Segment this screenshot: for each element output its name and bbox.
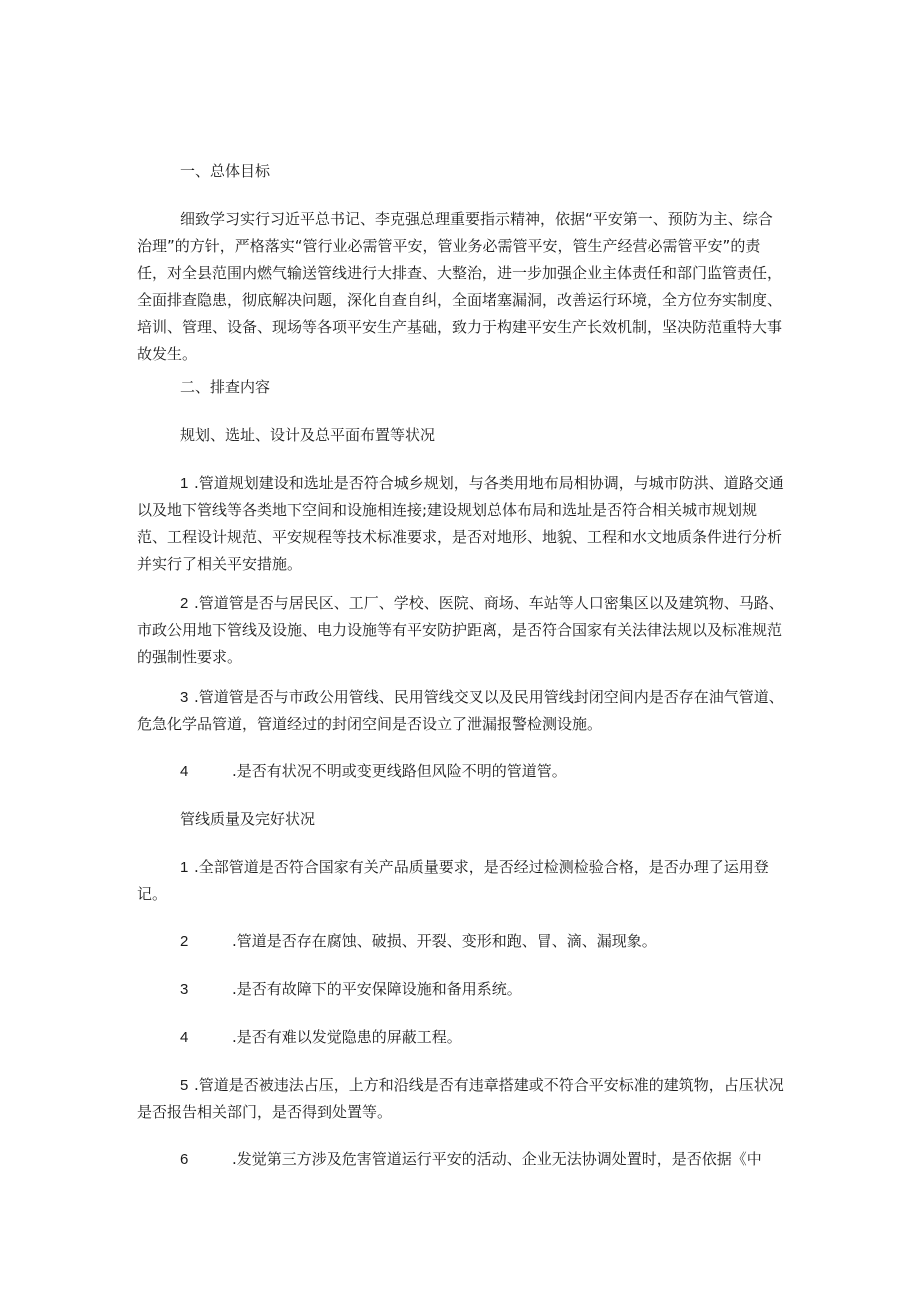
item-text: .管道是否被违法占压，上方和沿线是否有违章搭建或不符合平安标准的建筑物，占压状况是否报告相关部门，是否得到处置等。 [137,1076,784,1121]
item-number: 2 [180,933,189,950]
heading-inspection-content: 二、排查内容 [180,378,271,396]
item-text: .全部管道是否符合国家有关产品质量要求，是否经过检测检验合格，是否办理了运用登记。 [137,858,769,903]
heading-overall-goal: 一、总体目标 [180,162,271,180]
list-item [137,758,785,785]
item-number: 3 [180,689,189,706]
list-item [137,1072,785,1126]
paragraph-overall-goal: 细致学习实行习近平总书记、李克强总理重要指示精神，依据“平安第一、预防为主、综合治理”的方针，严格落实“管行业必需管平安，管业务必需管平安，管生产经营必需管平安”的责任，对全县范围内燃气输送管线进行大排查、大整治，进一步加强企业主体责任和部门监管责任，全面排查隐患，彻底解决问题，深化自查自纠，全面堵塞漏洞，改善运行环境，全方位夯实制度、培训、管理、设备、现场等各项平安生产基础，致力于构建平安生产长效机制，坚决防范重特大事故发生。 [137,210,783,363]
item-number: 1 [180,859,189,876]
list-item [137,684,785,738]
list-item [137,976,785,1003]
item-number: 6 [180,1151,189,1168]
list-item [137,470,785,578]
item-text: .管道管是否与居民区、工厂、学校、医院、商场、车站等人口密集区以及建筑物、马路、市政公用地下管线及设施、电力设施等有平安防护距离，是否符合国家有关法律法规以及标准规范的强制性要求。 [137,594,784,666]
item-number: 4 [180,763,189,780]
item-text: .管道规划建设和选址是否符合城乡规划，与各类用地布局相协调，与城市防洪、道路交通以及地下管线等各类地下空间和设施相连接;建设规划总体布局和选址是否符合相关城市规划规范、工程设计规范、平安规程等技术标准要求，是否对地形、地貌、工程和水文地质条件进行分析并实行了相关平安措施。 [137,474,784,573]
item-number: 1 [180,475,189,492]
list-item [137,928,785,955]
item-text: .发觉第三方涉及危害管道运行平安的活动、企业无法协调处置时，是否依据《中 [232,1150,762,1168]
item-number: 4 [180,1029,189,1046]
item-number: 2 [180,595,189,612]
subheading-pipeline-quality: 管线质量及完好状况 [180,810,316,828]
item-text: .管道是否存在腐蚀、破损、开裂、变形和跑、冒、滴、漏现象。 [232,932,657,950]
list-item [137,590,785,671]
item-text: .是否有难以发觉隐患的屏蔽工程。 [232,1028,462,1046]
item-text: .是否有故障下的平安保障设施和备用系统。 [232,980,522,998]
subheading-planning: 规划、选址、设计及总平面布置等状况 [180,426,436,444]
list-item [137,1024,785,1051]
item-text: .是否有状况不明或变更线路但风险不明的管道管。 [232,762,567,780]
item-text: .管道管是否与市政公用管线、民用管线交叉以及民用管线封闭空间内是否存在油气管道、危急化学品管道，管道经过的封闭空间是否设立了泄漏报警检测设施。 [137,688,784,733]
list-item [137,854,785,908]
item-number: 3 [180,981,189,998]
item-number: 5 [180,1077,189,1094]
list-item [137,1146,785,1173]
